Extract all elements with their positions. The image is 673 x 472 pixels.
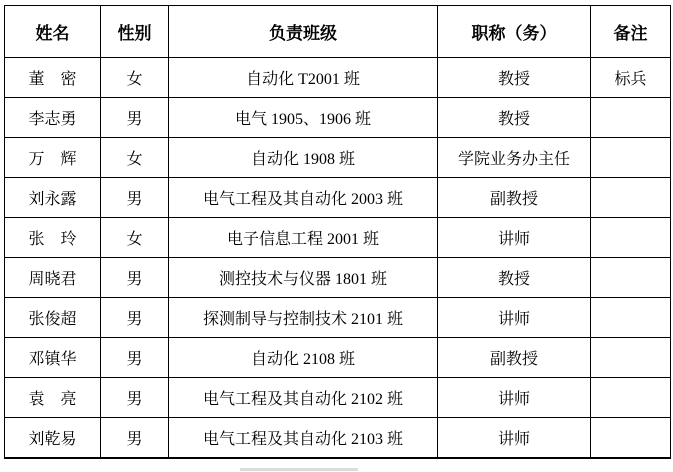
header-class: 负责班级 — [169, 6, 438, 58]
cell-note — [591, 218, 671, 258]
cell-class: 自动化 T2001 班 — [169, 58, 438, 98]
cell-title: 讲师 — [438, 418, 591, 458]
cell-class: 电气工程及其自动化 2003 班 — [169, 178, 438, 218]
table-header-row — [5, 6, 671, 58]
cell-title: 教授 — [438, 58, 591, 98]
cell-class: 探测制导与控制技术 2101 班 — [169, 298, 438, 338]
cell-gender: 男 — [101, 258, 169, 298]
cell-name: 李志勇 — [5, 98, 101, 138]
table-row — [5, 298, 671, 338]
cell-title: 讲师 — [438, 218, 591, 258]
cell-gender: 男 — [101, 418, 169, 458]
cell-name: 董 密 — [5, 58, 101, 98]
cell-note — [591, 298, 671, 338]
table-row — [5, 178, 671, 218]
table-row — [5, 338, 671, 378]
cell-class: 电气 1905、1906 班 — [169, 98, 438, 138]
table-row — [5, 98, 671, 138]
bottom-gray-artifact — [240, 468, 358, 471]
table-row — [5, 258, 671, 298]
cell-note — [591, 418, 671, 458]
cell-name: 袁 亮 — [5, 378, 101, 418]
cell-note — [591, 138, 671, 178]
table-row — [5, 418, 671, 458]
cell-title: 学院业务办主任 — [438, 138, 591, 178]
table-row — [5, 218, 671, 258]
cell-gender: 女 — [101, 138, 169, 178]
cell-gender: 男 — [101, 298, 169, 338]
cell-class: 自动化 1908 班 — [169, 138, 438, 178]
cell-class: 测控技术与仪器 1801 班 — [169, 258, 438, 298]
cell-note — [591, 338, 671, 378]
table-row — [5, 58, 671, 98]
cell-class: 自动化 2108 班 — [169, 338, 438, 378]
cell-note — [591, 178, 671, 218]
cell-name: 周晓君 — [5, 258, 101, 298]
cell-note: 标兵 — [591, 58, 671, 98]
cell-gender: 男 — [101, 178, 169, 218]
cell-gender: 男 — [101, 98, 169, 138]
cell-class: 电子信息工程 2001 班 — [169, 218, 438, 258]
cell-gender: 男 — [101, 338, 169, 378]
cell-gender: 女 — [101, 218, 169, 258]
cell-gender: 男 — [101, 378, 169, 418]
header-name: 姓名 — [5, 6, 101, 58]
header-title: 职称（务） — [438, 6, 591, 58]
header-gender: 性别 — [101, 6, 169, 58]
table-row — [5, 138, 671, 178]
cell-note — [591, 378, 671, 418]
table-row — [5, 378, 671, 418]
cell-title: 讲师 — [438, 378, 591, 418]
header-note: 备注 — [591, 6, 671, 58]
staff-class-table — [4, 5, 671, 459]
cell-title: 副教授 — [438, 338, 591, 378]
cell-title: 教授 — [438, 258, 591, 298]
cell-note — [591, 258, 671, 298]
cell-title: 教授 — [438, 98, 591, 138]
cell-note — [591, 98, 671, 138]
cell-class: 电气工程及其自动化 2102 班 — [169, 378, 438, 418]
cell-name: 邓镇华 — [5, 338, 101, 378]
cell-gender: 女 — [101, 58, 169, 98]
cell-name: 刘乾易 — [5, 418, 101, 458]
cell-title: 副教授 — [438, 178, 591, 218]
cell-name: 刘永露 — [5, 178, 101, 218]
cell-title: 讲师 — [438, 298, 591, 338]
cell-name: 张俊超 — [5, 298, 101, 338]
cell-name: 张 玲 — [5, 218, 101, 258]
cell-name: 万 辉 — [5, 138, 101, 178]
cell-class: 电气工程及其自动化 2103 班 — [169, 418, 438, 458]
